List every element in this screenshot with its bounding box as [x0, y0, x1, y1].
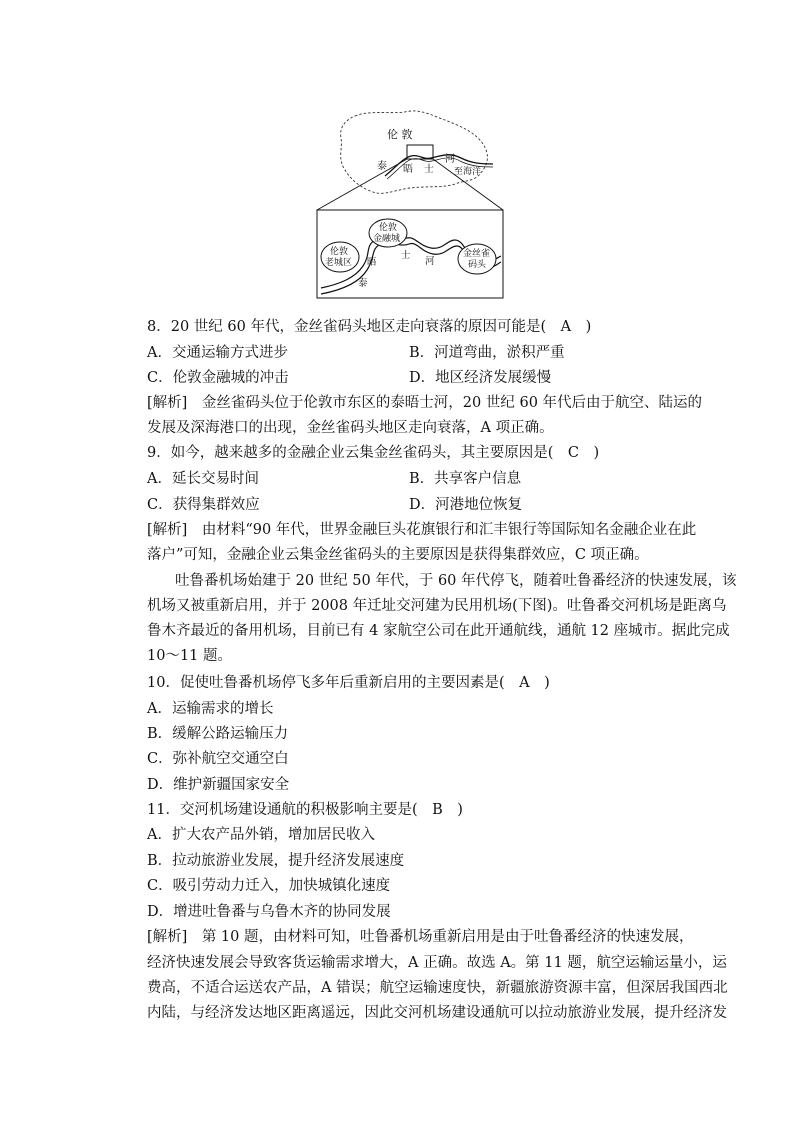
label-canary-2: 码头	[468, 260, 487, 270]
q8-analysis-line-2: 发展及深海港口的出现，金丝雀码头地区走向衰落，A 项正确。	[147, 420, 554, 436]
label-thames-1: 泰	[377, 161, 387, 172]
q9-option-b: B．共享客户信息	[409, 471, 522, 487]
analysis-10-11-line-1: [解析] 第 10 题，由材料可知，吐鲁番机场重新启用是由于吐鲁番经济的快速发展，	[147, 929, 694, 945]
london-boundary	[341, 111, 488, 193]
thames-map-figure	[315, 108, 505, 300]
q8-stem: 8．20 世纪 60 年代，金丝雀码头地区走向衰落的原因可能是( A )	[147, 319, 592, 335]
label-river-shi: 士	[401, 250, 411, 261]
label-thames-4: 河	[445, 154, 455, 165]
passage-line-2: 机场又被重新启用，并于 2008 年迁址交河建为民用机场(下图)。吐鲁番交河机场是距离乌	[147, 598, 727, 614]
callout-line-left	[317, 159, 407, 210]
q9-stem: 9．如今，越来越多的金融企业云集金丝雀码头，其主要原因是( C )	[147, 445, 600, 461]
q11-option-b: B．拉动旅游业发展，提升经济发展速度	[147, 853, 405, 869]
q9-analysis-line-2: 落户”可知，金融企业云集金丝雀码头的主要原因是获得集群效应，C 项正确。	[147, 547, 649, 563]
label-river-he: 河	[425, 256, 435, 267]
q8-option-c: C．伦敦金融城的冲击	[147, 370, 289, 386]
label-river-wu: 晤	[367, 257, 377, 268]
label-canary-1: 金丝雀	[463, 249, 491, 259]
q8-option-b: B．河道弯曲，淤积严重	[409, 345, 565, 361]
thames-map	[315, 108, 505, 300]
q9-option-c: C．获得集群效应	[147, 497, 260, 513]
q9-analysis-line-1: [解析] 由材料“90 年代，世界金融巨头花旗银行和汇丰银行等国际知名金融企业在此	[147, 522, 697, 538]
label-finance-2: 金融城	[373, 234, 401, 244]
analysis-10-11-line-4: 内陆，与经济发达地区距离遥远，因此交河机场建设通航可以拉动旅游业发展，提升经济发	[147, 1005, 727, 1021]
q11-stem: 11．交河机场建设通航的积极影响主要是( B )	[147, 802, 463, 818]
label-thames-2: 晤	[403, 164, 413, 175]
label-london: 伦 敦	[387, 128, 413, 141]
q9-option-d: D．河港地位恢复	[409, 497, 523, 513]
analysis-10-11-line-2: 经济快速发展会导致客货运输需求增大，A 正确。故选 A。第 11 题，航空运输运量小，运	[147, 955, 727, 971]
label-thames-3: 士	[424, 164, 434, 175]
q10-option-b: B．缓解公路运输压力	[147, 726, 289, 742]
passage-line-4: 10～11 题。	[147, 648, 233, 664]
q8-option-a: A．交通运输方式进步	[147, 345, 288, 361]
q8-option-d: D．地区经济发展缓慢	[409, 370, 552, 386]
passage-line-1: 吐鲁番机场始建于 20 世纪 50 年代，于 60 年代停飞，随着吐鲁番经济的快速发展，该	[175, 573, 737, 589]
q11-option-c: C．吸引劳动力迁入，加快城镇化速度	[147, 878, 391, 894]
q10-option-c: C．弥补航空交通空白	[147, 751, 289, 767]
q10-stem: 10．促使吐鲁番机场停飞多年后重新启用的主要因素是( A )	[147, 675, 550, 691]
label-finance-1: 伦敦	[379, 223, 398, 233]
label-old-city-1: 伦敦	[330, 247, 349, 257]
q11-option-d: D．增进吐鲁番与乌鲁木齐的协同发展	[147, 904, 391, 920]
label-to-sea: 至海洋	[454, 167, 482, 177]
analysis-10-11-line-3: 费高，不适合运送农产品，A 错误；航空运输速度快，新疆旅游资源丰富，但深居我国西北	[147, 980, 728, 996]
q9-option-a: A．延长交易时间	[147, 471, 259, 487]
label-old-city-2: 老城区	[325, 258, 353, 268]
q10-option-d: D．维护新疆国家安全	[147, 777, 290, 793]
q8-analysis-line-1: [解析] 金丝雀码头位于伦敦市东区的泰晤士河，20 世纪 60 年代后由于航空、陆运的	[147, 395, 703, 411]
passage-line-3: 鲁木齐最近的备用机场，目前已有 4 家航空公司在此开通航线，通航 12 座城市。据此完成	[147, 623, 730, 639]
q11-option-a: A．扩大农产品外销，增加居民收入	[147, 827, 375, 843]
q10-option-a: A．运输需求的增长	[147, 701, 274, 717]
label-river-tai: 泰	[358, 278, 368, 289]
